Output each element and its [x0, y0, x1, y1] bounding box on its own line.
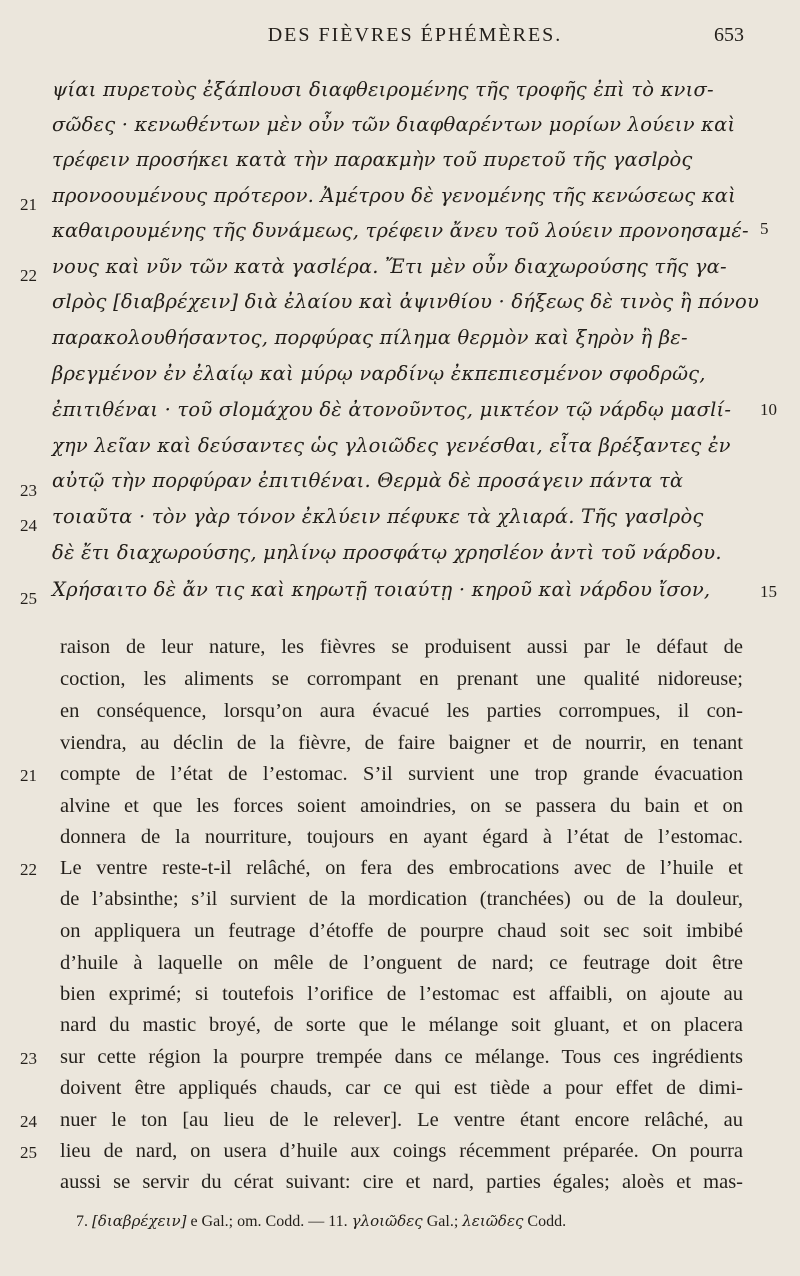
french-line: bien exprimé; si toutefois l’orifice de l’estomac est affaibli, on ajoute au: [60, 983, 743, 1005]
french-line: nuer le ton [au lieu de le relever]. Le ventre étant encore relâché, au: [60, 1109, 743, 1131]
greek-line: βρεγμένον ἐν ἐλαίῳ καὶ μύρῳ ναρδίνῳ ἐκπεπιεσμένον σφοδρῶς,: [52, 362, 706, 385]
french-section-number: 22: [20, 860, 37, 879]
greek-line: σlρὸς [διαβρέχειν] διὰ ἐλαίου καὶ ἀψινθίου · δήξεως δὲ τινὸς ἢ πόνου: [52, 290, 760, 313]
french-line: coction, les aliments se corrompant en prenant une qualité nidoreuse;: [60, 668, 743, 690]
greek-line: ψίαι πυρετοὺς ἐξάπlουσι διαφθειρομένης τῆς τροφῆς ἐπὶ τὸ κνισ-: [52, 78, 714, 101]
footnote-greek: γλοιῶδες: [351, 1212, 423, 1230]
french-section-number: 24: [20, 1112, 37, 1131]
footnote-ref: 7.: [76, 1213, 88, 1230]
page-number: 653: [714, 24, 744, 46]
greek-section-number: 25: [20, 589, 37, 608]
french-line: viendra, au déclin de la fièvre, de faire baigner et de nourrir, en tenant: [60, 732, 743, 754]
greek-section-number: 24: [20, 516, 37, 535]
french-line: doivent être appliqués chauds, car ce qui est tiède a pour effet de dimi-: [60, 1077, 743, 1099]
french-line: lieu de nard, on usera d’huile aux coings récemment préparée. On pourra: [60, 1140, 743, 1162]
french-line: Le ventre reste-t-il relâché, on fera des embrocations avec de l’huile et: [60, 857, 743, 879]
greek-line: αὐτῷ τὴν πορφύραν ἐπιτιθέναι. Θερμὰ δὲ προσάγειν πάντα τὰ: [52, 469, 684, 492]
french-line: aussi se servir du cérat suivant: cire et nard, parties égales; aloès et mas-: [60, 1171, 743, 1193]
french-section-number: 21: [20, 766, 37, 785]
french-section-number: 25: [20, 1143, 37, 1162]
greek-line: σῶδες · κενωθέντων μὲν οὖν τῶν διαφθαρέντων μορίων λούειν καὶ: [52, 113, 736, 136]
greek-line: καθαιρουμένης τῆς δυνάμεως, τρέφειν ἄνευ τοῦ λούειν προνοησαμέ-: [52, 219, 749, 242]
greek-line: προνοουμένους πρότερον. Ἀμέτρου δὲ γενομένης τῆς κενώσεως καὶ: [52, 184, 737, 207]
french-line: d’huile à laquelle on mêle de l’onguent de nard; ce feutrage doit être: [60, 952, 743, 974]
french-line: on appliquera un feutrage d’étoffe de pourpre chaud soit sec soit imbibé: [60, 920, 743, 942]
greek-line-number: 15: [760, 582, 777, 601]
greek-line: ἐπιτιθέναι · τοῦ σlομάχου δὲ ἀτονοῦντος, μικτέον τῷ νάρδῳ μασlί-: [52, 398, 732, 421]
french-line: nard du mastic broyé, de sorte que le mélange soit gluant, et on placera: [60, 1014, 743, 1036]
page-header: [60, 24, 770, 54]
french-line: de l’absinthe; s’il survient de la mordication (tranchées) ou de la douleur,: [60, 888, 743, 910]
greek-section-number: 23: [20, 481, 37, 500]
french-line: sur cette région la pourpre trempée dans ce mélange. Tous ces ingrédients: [60, 1046, 743, 1068]
footnote-greek: λειῶδες: [462, 1212, 524, 1230]
greek-section-number: 21: [20, 195, 37, 214]
greek-line: τοιαῦτα · τὸν γὰρ τόνον ἐκλύειν πέφυκε τὰ χλιαρά. Τῆς γασlρὸς: [52, 505, 704, 528]
greek-line-number: 5: [760, 219, 769, 238]
footnote-greek: [διαβρέχειν]: [92, 1212, 187, 1230]
french-line: raison de leur nature, les fièvres se produisent aussi par le défaut de: [60, 636, 743, 658]
greek-line: νους καὶ νῦν τῶν κατὰ γασlέρα. Ἔτι μὲν οὖν διαχωρούσης τῆς γα-: [52, 255, 727, 278]
running-title: DES FIÈVRES ÉPHÉMÈRES.: [267, 24, 563, 46]
greek-line: δὲ ἔτι διαχωρούσης, μηλίνῳ προσφάτῳ χρησlέον ἀντὶ τοῦ νάρδου.: [52, 541, 722, 564]
greek-line: χην λεῖαν καὶ δεύσαντες ὡς γλοιῶδες γενέσθαι, εἶτα βρέξαντες ἐν: [52, 434, 731, 457]
greek-line: παρακολουθήσαντος, πορφύρας πίλημα θερμὸν καὶ ξηρὸν ἢ βε-: [52, 326, 688, 349]
footnote-text: Gal.;: [422, 1213, 459, 1230]
french-line: compte de l’état de l’estomac. S’il survient une trop grande évacuation: [60, 763, 743, 785]
greek-line-number: 10: [760, 400, 777, 419]
french-line: donnera de la nourriture, toujours en ayant égard à l’état de l’estomac.: [60, 826, 743, 848]
french-line: en conséquence, lorsqu’on aura évacué les parties corrompues, il con-: [60, 700, 743, 722]
greek-line: Χρήσαιτο δὲ ἄν τις καὶ κηρωτῇ τοιαύτῃ · κηροῦ καὶ νάρδου ἴσον,: [52, 578, 711, 601]
critical-apparatus-footnote: [76, 1212, 776, 1231]
french-section-number: 23: [20, 1049, 37, 1068]
french-line: alvine et que les forces soient amoindries, on se passera du bain et on: [60, 795, 743, 817]
greek-section-number: 22: [20, 266, 37, 285]
greek-line: τρέφειν προσήκει κατὰ τὴν παρακμὴν τοῦ πυρετοῦ τῆς γασlρὸς: [52, 148, 693, 171]
footnote-text: e Gal.; om. Codd. — 11.: [186, 1213, 348, 1230]
footnote-text: Codd.: [523, 1213, 567, 1230]
